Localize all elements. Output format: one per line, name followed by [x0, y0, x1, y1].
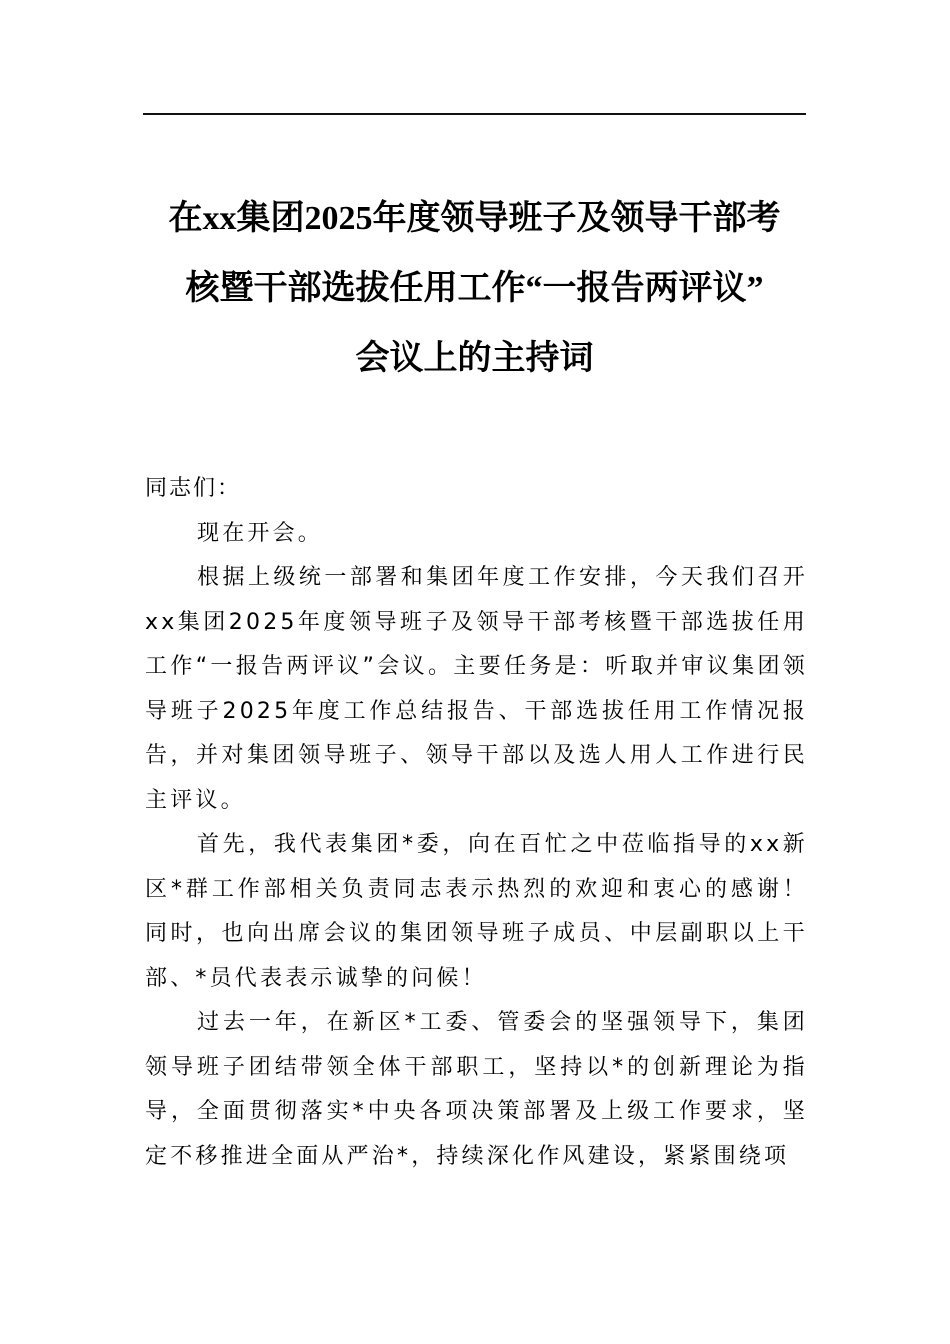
paragraph-opening: 现在开会。	[197, 520, 324, 546]
document-title	[143, 184, 806, 394]
salutation: 同志们：	[145, 476, 242, 501]
document-body	[145, 467, 808, 1179]
paragraph-welcome: 首先，我代表集团*委，向在百忙之中莅临指导的xx新区*群工作部相关负责同志表示热烈的欢迎和衷心的感谢！同时，也向出席会议的集团领导班子成员、中层副职以上干部、*员代表表示诚挚的问候！	[145, 832, 808, 991]
title-line-1: 在xx集团2025年度领导班子及领导干部考	[168, 200, 781, 237]
header-rule-divider	[143, 113, 806, 115]
title-line-2: 核暨干部选拔任用工作“一报告两评议”	[185, 270, 764, 307]
title-line-3: 会议上的主持词	[355, 340, 594, 377]
paragraph-purpose: 根据上级统一部署和集团年度工作安排，今天我们召开xx集团2025年度领导班子及领导干部考核暨干部选拔任用工作“一报告两评议”会议。主要任务是：听取并审议集团领导班子2025年度工作总结报告、干部选拔任用工作情况报告，并对集团领导班子、领导干部以及选人用人工作进行民主评议。	[145, 565, 808, 813]
paragraph-review: 过去一年，在新区*工委、管委会的坚强领导下，集团领导班子团结带领全体干部职工，坚持以*的创新理论为指导，全面贯彻落实*中央各项决策部署及上级工作要求，坚定不移推进全面从严治*，持续深化作风建设，紧紧围绕项	[145, 1010, 808, 1169]
